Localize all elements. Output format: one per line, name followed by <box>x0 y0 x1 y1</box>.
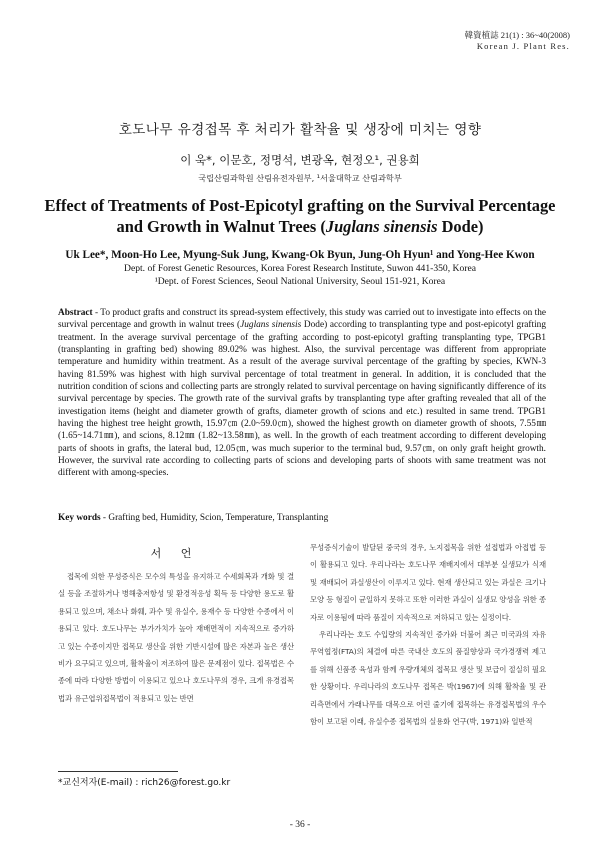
keywords <box>58 513 546 523</box>
body-paragraph: 접목에 의한 무성증식은 모수의 특성을 유지하고 수세회복과 개화 및 결실 등을 조절하거나 병해충저항성 및 환경적응성 획득 등 다양한 용도로 활용되고 있으며, 채소나 화훼, 과수 및 유실수, 용재수 등 다양한 수종에서 이용되고 있다. 호도나무는 부가가치가 높아 재배면적이 지속적으로 증가하고 있는 수종이지만 접목묘 생산을 위한 기반시설에 많은 자본과 높은 생산비가 요구되고 있으며, 활착율이 저조하여 많은 문제점이 있다. 접목법은 수종에 따라 다양한 방법이 이용되고 있으나 호도나무의 경우, 크게 유경접목법과 유근엽위접목법이 적용되고 있는 반면 <box>58 572 294 703</box>
english-title <box>40 195 560 237</box>
affiliation-1: Dept. of Forest Genetic Resources, Korea Forest Research Institute, Suwon 441-350, Korea <box>124 263 476 274</box>
keywords-text: - Grafting bed, Humidity, Scion, Temperature, Transplanting <box>100 513 329 523</box>
abstract-text-pre: - To product grafts and construct its spread-system effectively, this study was carried out to investigate into effects on the survival percentage and growth in walnut trees ( <box>58 308 546 331</box>
corresponding-author-footnote: *교신저자(E-mail) : rich26@forest.go.kr <box>58 778 231 788</box>
body-column-left <box>58 568 294 707</box>
english-authors: Uk Lee*, Moon-Ho Lee, Myung-Suk Jung, Kwang-Ok Byun, Jung-Oh Hyun¹ and Yong-Hee Kwon <box>65 249 535 261</box>
journal-header <box>370 30 570 52</box>
journal-citation: 韓資植誌 21(1) : 36~40(2008) <box>464 30 570 40</box>
abstract-species-italic: Juglans sinensis <box>240 320 302 331</box>
korean-affiliation: 국립산림과학원 산림유전자원부, ¹서울대학교 산림과학부 <box>198 173 402 183</box>
korean-authors: 이 욱*, 이문호, 정명석, 변광옥, 현정오¹, 권용희 <box>180 153 420 167</box>
body-paragraph: 우리나라는 호도 수입량의 지속적인 증가와 더불어 최근 미국과의 자유무역협정(FTA)의 체결에 따른 국내산 호도의 품질향상과 국가경쟁력 제고를 위해 신품종 육성과 함께 우량개체의 접목묘 생산 및 보급이 절실히 필요한 상황이다. 우리나라의 호도나무 접목은 박(1967)에 의해 활착율 및 관리측면에서 가래나무를 대목으로 어린 줄기에 접목하는 유경접목법의 우수함이 보고된 이래, 유실수종 접목법의 실용화 연구(박, 1971)와 일반적 <box>310 630 546 727</box>
english-affiliation <box>0 263 600 288</box>
korean-title: 호도나무 유경접목 후 처리가 활착율 및 생장에 미치는 영향 <box>118 122 482 138</box>
abstract-label: Abstract <box>58 308 93 318</box>
affiliation-2: ¹Dept. of Forest Sciences, Seoul National University, Seoul 151-921, Korea <box>154 275 446 287</box>
english-title-line1: Effect of Treatments of Post-Epicotyl grafting on the Survival Percentage <box>44 196 556 215</box>
page-number: - 36 - <box>289 820 311 830</box>
journal-name: Korean J. Plant Res. <box>476 41 570 51</box>
abstract <box>58 307 546 480</box>
footnote-divider <box>58 771 178 772</box>
species-name-italic: Juglans sinensis <box>325 217 438 236</box>
english-title-line2 <box>40 216 560 237</box>
english-title-line2-pre: and Growth in Walnut Trees ( <box>116 217 326 236</box>
abstract-text-post: Dode) according to transplanting type and post-epicotyl grafting treatment. In the average survival percentage of the grafting according to post-epicotyl grafting transplanting type, TPGB1 (transplanting in grafting bed) showing 89.02% was highest. Also, the survival percentage was different from appropriate temperature and humidity within treatment. As a result of the average survival percentage of the grafting by species, KWN-3 having 81.59% was highest with high survival percentage of total treatment in general. In addition, it is concluded that the nutrition condition of scions and collecting parts are strongly related to survival percentage on having significantly difference of its survival percentage by species. The growth rate of the survival grafts by transplanting type after grafting revealed that all of the investigation items (height and diameter growth of grafts, diameter growth of scions and etc.) resulted in same trend. TPGB1 having the highest tree height growth, 15.97㎝ (2.0~59.0㎝), showed the highest growth on diameter growth of shoots, 7.55㎜ (1.65~14.71㎜), and scions, 8.12㎜ (1.82~13.58㎜), as well. In the growth of each treatment according to different developing parts of shoots in grafts, the lateral bud, 12.05㎝, was much superior to the terminal bud, 9.57㎝, on only graft height growth. However, the survival rate according to collecting parts of scions and developing parts of shoots with same treatment was not different with among-species. <box>58 320 546 479</box>
body-column-right <box>310 539 546 730</box>
body-paragraph: 무성증식기술이 발달된 중국의 경우, 노지접목을 위한 설접법과 아접법 등이 활용되고 있다. 우리나라는 호도나무 재배지에서 대부분 실생묘가 식재 및 재배되어 과실생산이 이루지고 있다. 현재 생산되고 있는 과실은 크기나 모양 등 형질이 균일하지 못하고 또한 이러한 과실이 실생묘 양성을 위한 종자로 이용됨에 따라 품질이 지속적으로 저하되고 있는 실정이다. <box>310 543 546 622</box>
english-title-line2-post: Dode) <box>437 217 484 236</box>
keywords-label: Key words <box>58 513 101 523</box>
section-heading-introduction: 서 언 <box>150 547 200 560</box>
